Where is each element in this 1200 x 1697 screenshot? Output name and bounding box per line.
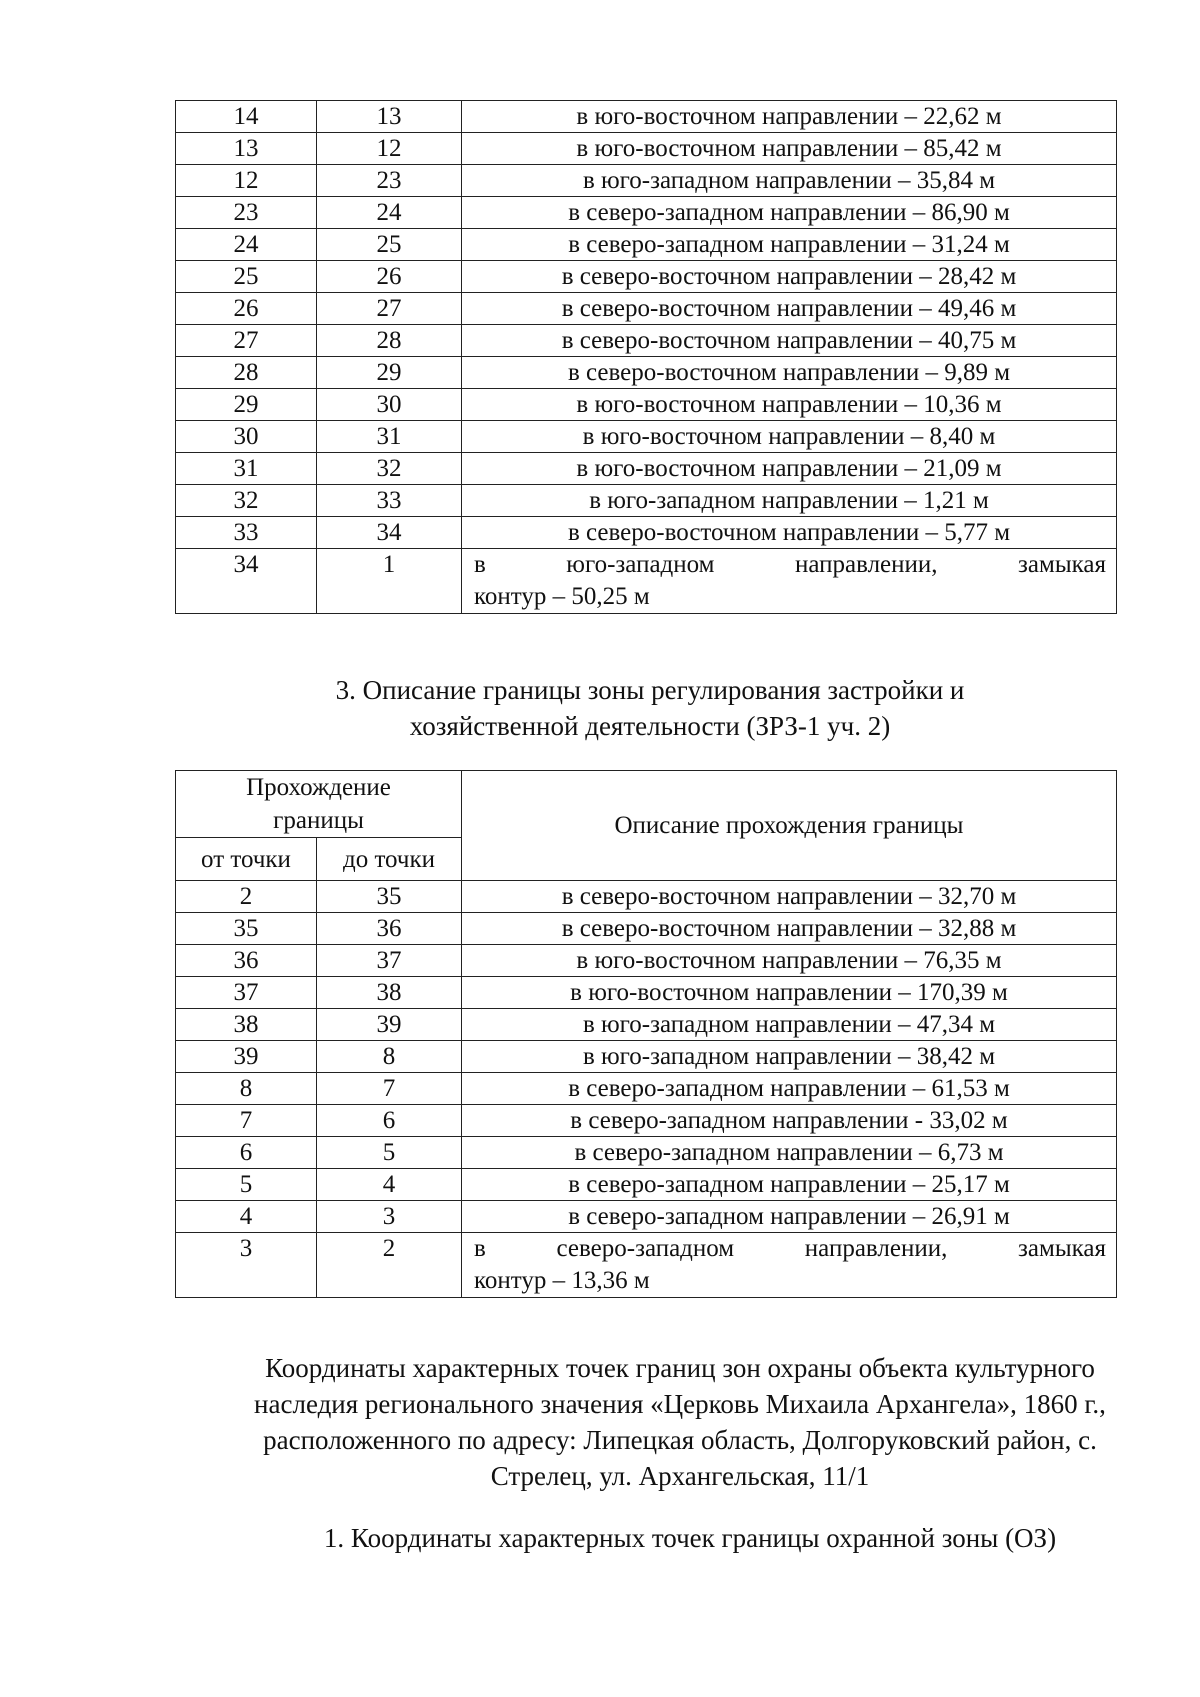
boundary-description: в юго-восточном направлении – 21,09 м: [462, 453, 1117, 485]
to-point: 33: [317, 485, 462, 517]
from-point: 37: [176, 977, 317, 1009]
table-row: [176, 101, 1117, 133]
from-point: 32: [176, 485, 317, 517]
header-desc: Описание прохождения границы: [462, 771, 1117, 881]
table-row: [176, 1041, 1117, 1073]
from-point: 4: [176, 1201, 317, 1233]
to-point: 6: [317, 1105, 462, 1137]
boundary-description: в северо-западном направлении – 86,90 м: [462, 197, 1117, 229]
to-point: 34: [317, 517, 462, 549]
to-point: 23: [317, 165, 462, 197]
table-row: [176, 357, 1117, 389]
to-point: 7: [317, 1073, 462, 1105]
header-from: от точки: [176, 838, 317, 881]
from-point: 27: [176, 325, 317, 357]
table-row: [176, 1105, 1117, 1137]
boundary-description: в северо-восточном направлении – 32,70 м: [462, 881, 1117, 913]
table-row: [176, 197, 1117, 229]
heading-line: хозяйственной деятельности (ЗРЗ-1 уч. 2): [409, 711, 891, 741]
title-line: Стрелец, ул. Архангельская, 11/1: [490, 1461, 870, 1491]
from-point: 35: [176, 913, 317, 945]
to-point: 1: [317, 549, 462, 614]
from-point: 29: [176, 389, 317, 421]
from-point: 28: [176, 357, 317, 389]
to-point: 26: [317, 261, 462, 293]
boundary-description: в северо-западном направлении – 25,17 м: [462, 1169, 1117, 1201]
boundary-description: в северо-западном направлении – 61,53 м: [462, 1073, 1117, 1105]
table-row: [176, 517, 1117, 549]
from-point: 14: [176, 101, 317, 133]
table-row: [176, 1009, 1117, 1041]
table-body: [176, 881, 1117, 1298]
to-point: 25: [317, 229, 462, 261]
boundary-description: в северо-восточном направлении – 28,42 м: [462, 261, 1117, 293]
title-line: расположенного по адресу: Липецкая область, Долгоруковский район, с.: [263, 1425, 1097, 1455]
header-group-label: Прохождение границы: [246, 774, 391, 834]
from-point: 24: [176, 229, 317, 261]
boundary-description: в северо-западном направлении – 26,91 м: [462, 1201, 1117, 1233]
description-line: контур – 13,36 м: [474, 1267, 650, 1294]
boundary-description: в юго-западном направлении – 1,21 м: [462, 485, 1117, 517]
heading-line: 1. Координаты характерных точек границы охранной зоны (ОЗ): [323, 1523, 1057, 1553]
boundary-description: в юго-западном направлении – 38,42 м: [462, 1041, 1117, 1073]
boundary-description: в юго-западном направлении – 47,34 м: [462, 1009, 1117, 1041]
to-point: 28: [317, 325, 462, 357]
to-point: 12: [317, 133, 462, 165]
from-point: 7: [176, 1105, 317, 1137]
to-point: 38: [317, 977, 462, 1009]
from-point: 5: [176, 1169, 317, 1201]
boundary-description: в юго-восточном направлении – 76,35 м: [462, 945, 1117, 977]
to-point: 39: [317, 1009, 462, 1041]
boundary-description: в юго-восточном направлении – 22,62 м: [462, 101, 1117, 133]
table-row: [176, 1201, 1117, 1233]
title-line: Координаты характерных точек границ зон охраны объекта культурного: [265, 1353, 1095, 1383]
table-row: [176, 1169, 1117, 1201]
header-to: до точки: [317, 838, 462, 881]
table-row: [176, 977, 1117, 1009]
to-point: 29: [317, 357, 462, 389]
table-row: [176, 453, 1117, 485]
boundary-description: в юго-восточном направлении – 10,36 м: [462, 389, 1117, 421]
heading-line: 3. Описание границы зоны регулирования застройки и: [335, 675, 965, 705]
table-row: [176, 229, 1117, 261]
boundary-description: в юго-восточном направлении – 8,40 м: [462, 421, 1117, 453]
description-line: в северо-западном направлении, замыкая: [474, 1235, 1106, 1262]
to-point: 27: [317, 293, 462, 325]
title-line: наследия регионального значения «Церковь Михаила Архангела», 1860 г.,: [254, 1389, 1106, 1419]
to-point: 8: [317, 1041, 462, 1073]
boundary-description: в юго-восточном направлении – 85,42 м: [462, 133, 1117, 165]
to-point: 2: [317, 1233, 462, 1298]
table-row: [176, 133, 1117, 165]
from-point: 34: [176, 549, 317, 614]
table-row: [176, 945, 1117, 977]
boundary-description: в северо-восточном направлении – 32,88 м: [462, 913, 1117, 945]
boundary-description: в северо-восточном направлении – 9,89 м: [462, 357, 1117, 389]
to-point: 36: [317, 913, 462, 945]
header-group: [176, 771, 462, 838]
table-row: [176, 549, 1117, 614]
section-3-heading: [250, 672, 1050, 744]
boundary-description: в юго-восточном направлении – 170,39 м: [462, 977, 1117, 1009]
table-row: [176, 165, 1117, 197]
from-point: 2: [176, 881, 317, 913]
coordinates-title: [200, 1350, 1160, 1494]
from-point: 33: [176, 517, 317, 549]
from-point: 36: [176, 945, 317, 977]
boundary-description: [462, 549, 1117, 614]
table-row: [176, 1073, 1117, 1105]
from-point: 31: [176, 453, 317, 485]
boundary-description: в северо-восточном направлении – 40,75 м: [462, 325, 1117, 357]
section-1-heading: [230, 1520, 1150, 1556]
table-row: [176, 485, 1117, 517]
from-point: 39: [176, 1041, 317, 1073]
from-point: 12: [176, 165, 317, 197]
boundary-description: в юго-западном направлении – 35,84 м: [462, 165, 1117, 197]
to-point: 30: [317, 389, 462, 421]
boundary-description: в северо-западном направлении – 31,24 м: [462, 229, 1117, 261]
from-point: 38: [176, 1009, 317, 1041]
to-point: 37: [317, 945, 462, 977]
table-row: [176, 913, 1117, 945]
boundary-description: в северо-западном направлении – 6,73 м: [462, 1137, 1117, 1169]
to-point: 3: [317, 1201, 462, 1233]
table-row: [176, 1233, 1117, 1298]
from-point: 30: [176, 421, 317, 453]
from-point: 26: [176, 293, 317, 325]
boundary-description: [462, 1233, 1117, 1298]
table-body: [176, 101, 1117, 614]
to-point: 35: [317, 881, 462, 913]
table-row: [176, 293, 1117, 325]
boundary-description: в северо-восточном направлении – 5,77 м: [462, 517, 1117, 549]
boundary-table-zrz: [175, 770, 1117, 1298]
from-point: 8: [176, 1073, 317, 1105]
boundary-description: в северо-западном направлении - 33,02 м: [462, 1105, 1117, 1137]
from-point: 3: [176, 1233, 317, 1298]
table-row: [176, 1137, 1117, 1169]
from-point: 23: [176, 197, 317, 229]
from-point: 13: [176, 133, 317, 165]
table-row: [176, 261, 1117, 293]
description-line: в юго-западном направлении, замыкая: [474, 551, 1106, 578]
from-point: 25: [176, 261, 317, 293]
boundary-description: в северо-восточном направлении – 49,46 м: [462, 293, 1117, 325]
table-row: [176, 389, 1117, 421]
table-row: [176, 881, 1117, 913]
to-point: 4: [317, 1169, 462, 1201]
table-row: [176, 421, 1117, 453]
boundary-table-continued: [175, 100, 1117, 614]
to-point: 13: [317, 101, 462, 133]
to-point: 5: [317, 1137, 462, 1169]
table-row: [176, 325, 1117, 357]
to-point: 31: [317, 421, 462, 453]
from-point: 6: [176, 1137, 317, 1169]
to-point: 24: [317, 197, 462, 229]
to-point: 32: [317, 453, 462, 485]
table-header: [176, 771, 1117, 881]
description-line: контур – 50,25 м: [474, 583, 650, 610]
